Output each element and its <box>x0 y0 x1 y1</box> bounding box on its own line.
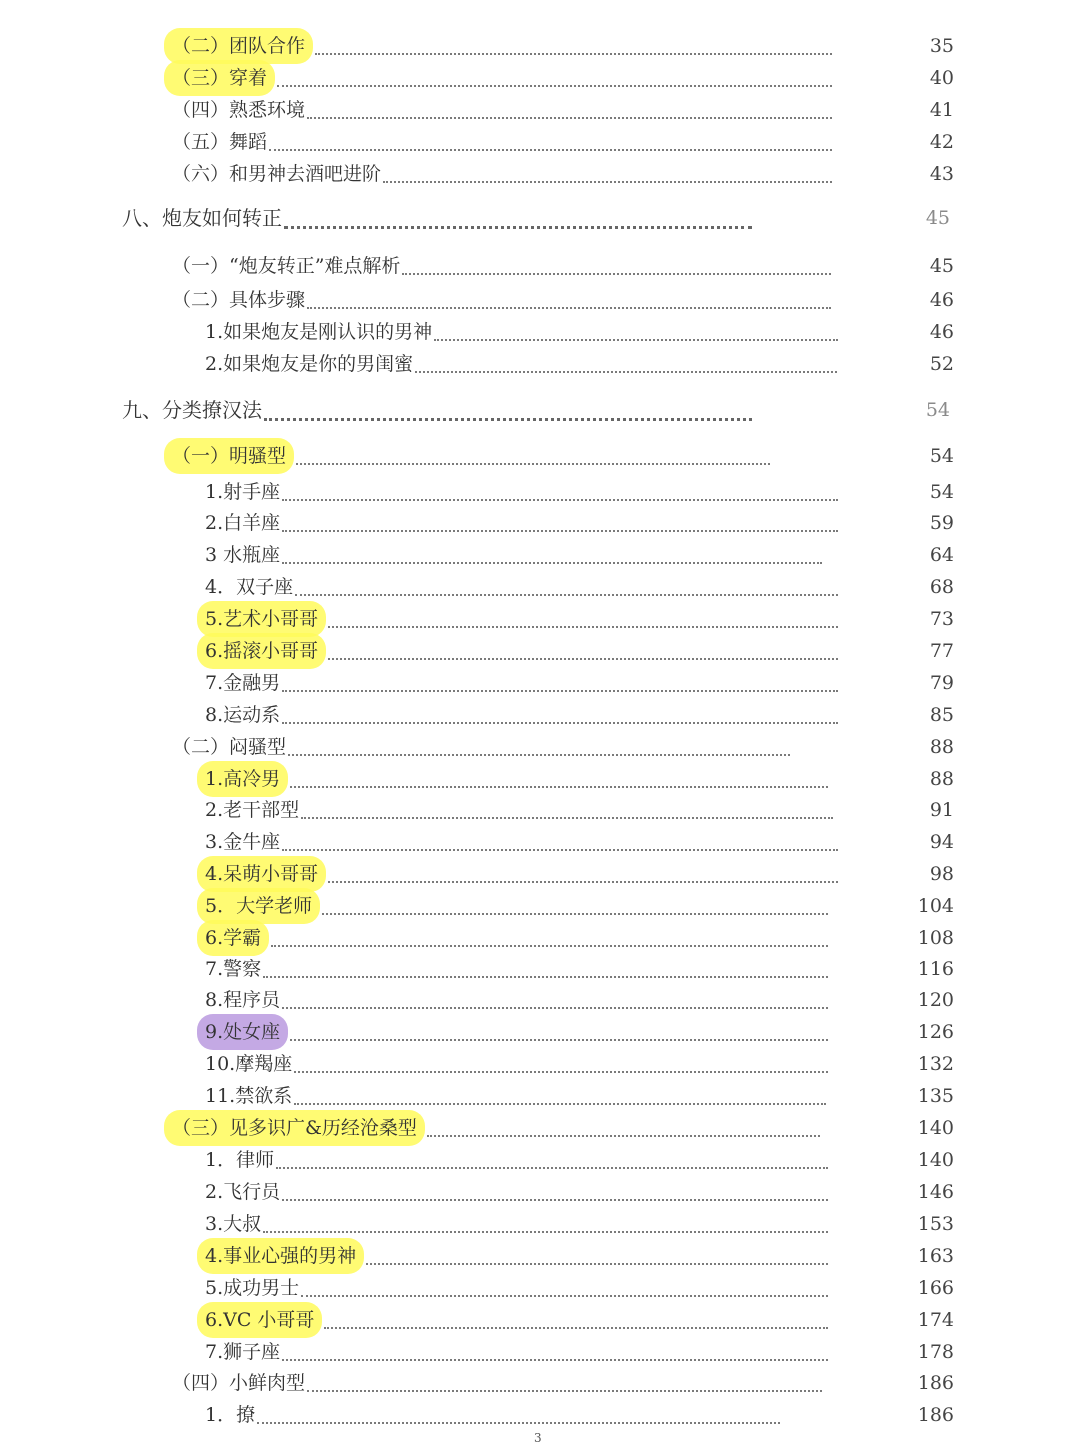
toc-entry-title: 9.处女座 <box>197 1014 288 1050</box>
toc-item <box>0 505 1080 541</box>
page-number: 3 <box>534 1431 542 1445</box>
toc-item <box>0 1270 1080 1306</box>
dot-leader <box>276 1167 828 1169</box>
toc-page-number: 46 <box>929 321 954 343</box>
toc-section <box>0 248 1080 284</box>
toc-item <box>0 856 1080 892</box>
dot-leader <box>301 1295 828 1297</box>
toc-entry-title: 6.摇滚小哥哥 <box>197 633 326 669</box>
dot-leader <box>282 499 838 501</box>
toc-entry-title: （五）舞蹈 <box>172 131 268 153</box>
toc-entry-title: 1．撩 <box>205 1404 256 1426</box>
toc-item <box>0 1238 1080 1274</box>
toc-page-number: 116 <box>917 958 954 980</box>
dot-leader <box>322 913 828 915</box>
toc-entry-title: 3.大叔 <box>205 1213 262 1235</box>
toc-entry-title: 3.金牛座 <box>205 831 281 853</box>
toc-page-number: 186 <box>917 1404 954 1426</box>
toc-entry-title: （四）小鲜肉型 <box>172 1372 306 1394</box>
toc-item <box>0 1206 1080 1242</box>
toc-item <box>0 1142 1080 1178</box>
toc-entry-title: （二）具体步骤 <box>172 289 306 311</box>
toc-entry-title: 7.警察 <box>205 958 262 980</box>
toc-item <box>0 1046 1080 1082</box>
toc-section <box>0 28 1080 64</box>
toc-page-number: 104 <box>917 895 954 917</box>
dot-leader <box>402 273 831 275</box>
toc-item <box>0 633 1080 669</box>
toc-section <box>0 729 1080 765</box>
toc-page-number: 120 <box>917 989 954 1011</box>
toc-page-number: 40 <box>929 67 954 89</box>
toc-entry-title: 8.运动系 <box>205 704 281 726</box>
toc-section <box>0 124 1080 160</box>
toc-entry-title: 4.事业心强的男神 <box>197 1238 364 1274</box>
toc-entry-title: （四）熟悉环境 <box>172 99 306 121</box>
toc-page-number: 64 <box>929 544 954 566</box>
toc-item <box>0 1397 1080 1433</box>
toc-entry-title: （一）“炮友转正”难点解析 <box>172 255 401 277</box>
toc-entry-title: 7.狮子座 <box>205 1341 281 1363</box>
toc-page-number: 54 <box>929 481 954 503</box>
toc-entry-title: 2.飞行员 <box>205 1181 281 1203</box>
toc-page-number: 126 <box>917 1021 954 1043</box>
dot-leader <box>324 1327 828 1329</box>
toc-section <box>0 282 1080 318</box>
dot-leader <box>366 1263 828 1265</box>
toc-page-number: 146 <box>917 1181 954 1203</box>
toc-entry-title: 11.禁欲系 <box>205 1085 293 1107</box>
toc-page-number: 54 <box>925 399 950 421</box>
toc-page-number: 186 <box>917 1372 954 1394</box>
toc-entry-title: （三）穿着 <box>164 60 275 96</box>
dot-leader <box>307 1390 822 1392</box>
dot-leader <box>290 1039 828 1041</box>
toc-entry-title: 5.艺术小哥哥 <box>197 601 326 637</box>
toc-item <box>0 888 1080 924</box>
toc-entry-title: 1.如果炮友是刚认识的男神 <box>205 321 433 343</box>
dot-leader <box>290 786 828 788</box>
toc-entry-title: 1.高冷男 <box>197 761 288 797</box>
dot-leader <box>282 1199 828 1201</box>
dot-leader <box>294 1103 826 1105</box>
toc-item <box>0 792 1080 828</box>
dot-leader <box>301 817 833 819</box>
toc-entry-title: 4．双子座 <box>205 576 294 598</box>
toc-item <box>0 697 1080 733</box>
toc-section <box>0 156 1080 192</box>
toc-entry-title: （二）团队合作 <box>164 28 313 64</box>
dot-leader <box>282 562 822 564</box>
toc-page-number: 79 <box>929 672 954 694</box>
toc-page-number: 108 <box>917 927 954 949</box>
toc-entry-title: 5.成功男士 <box>205 1277 300 1299</box>
toc-page-number: 88 <box>929 736 954 758</box>
toc-page-number: 166 <box>917 1277 954 1299</box>
toc-page-number: 52 <box>929 353 954 375</box>
toc-entry-title: 5．大学老师 <box>197 888 320 924</box>
dot-leader <box>263 976 828 978</box>
dot-leader <box>284 226 752 229</box>
toc-page-number: 88 <box>929 768 954 790</box>
dot-leader <box>434 339 838 341</box>
dot-leader <box>271 945 828 947</box>
toc-page-number: 140 <box>917 1149 954 1171</box>
toc-page-number: 54 <box>929 445 954 467</box>
toc-page-number: 91 <box>929 799 954 821</box>
dot-leader <box>315 53 832 55</box>
toc-page-number: 59 <box>929 512 954 534</box>
toc-section <box>0 92 1080 128</box>
toc-item <box>0 314 1080 350</box>
dot-leader <box>307 117 832 119</box>
toc-page-number: 153 <box>917 1213 954 1235</box>
toc-entry-title: 4.呆萌小哥哥 <box>197 856 326 892</box>
dot-leader <box>282 1359 828 1361</box>
toc-item <box>0 665 1080 701</box>
dot-leader <box>328 626 838 628</box>
toc-page-number: 43 <box>929 163 954 185</box>
dot-leader <box>328 881 838 883</box>
toc-section <box>0 60 1080 96</box>
toc-page-number: 41 <box>929 99 954 121</box>
toc-entry-title: 1．律师 <box>205 1149 275 1171</box>
toc-entry-title: 6.学霸 <box>197 920 269 956</box>
dot-leader <box>277 85 832 87</box>
toc-page-number: 68 <box>929 576 954 598</box>
dot-leader <box>295 594 838 596</box>
toc-entry-title: （二）闷骚型 <box>172 736 287 758</box>
toc-item <box>0 982 1080 1018</box>
toc-item <box>0 1014 1080 1050</box>
toc-page-number: 174 <box>917 1309 954 1331</box>
dot-leader <box>307 307 831 309</box>
toc-page-number: 45 <box>929 255 954 277</box>
toc-entry-title: 6.VC 小哥哥 <box>197 1302 322 1338</box>
dot-leader <box>282 849 838 851</box>
toc-item <box>0 601 1080 637</box>
toc-page-number: 94 <box>929 831 954 853</box>
toc-chapter <box>0 200 1080 236</box>
toc-entry-title: 八、炮友如何转正 <box>122 206 282 230</box>
dot-leader <box>282 690 838 692</box>
toc-entry-title: 8.程序员 <box>205 989 281 1011</box>
toc-page-number: 42 <box>929 131 954 153</box>
dot-leader <box>257 1422 780 1424</box>
toc-page-number: 140 <box>917 1117 954 1139</box>
toc-page-number: 163 <box>917 1245 954 1267</box>
toc-entry-title: 1.射手座 <box>205 481 281 503</box>
dot-leader <box>383 181 832 183</box>
toc-page-number: 77 <box>929 640 954 662</box>
toc-entry-title: 10.摩羯座 <box>205 1053 293 1075</box>
dot-leader <box>282 722 838 724</box>
toc-item <box>0 569 1080 605</box>
dot-leader <box>282 530 838 532</box>
toc-entry-title: 2.如果炮友是你的男闺蜜 <box>205 353 414 375</box>
toc-section <box>0 1365 1080 1401</box>
toc-chapter <box>0 392 1080 428</box>
dot-leader <box>264 418 752 421</box>
toc-entry-title: 九、分类撩汉法 <box>122 398 262 422</box>
toc-entry-title: 3 水瓶座 <box>205 544 281 566</box>
toc-item <box>0 346 1080 382</box>
toc-item <box>0 537 1080 573</box>
dot-leader <box>269 149 832 151</box>
toc-page-number: 178 <box>917 1341 954 1363</box>
dot-leader <box>282 1007 828 1009</box>
toc-page-number: 73 <box>929 608 954 630</box>
toc-entry-title: （一）明骚型 <box>164 438 294 474</box>
toc-entry-title: 2.白羊座 <box>205 512 281 534</box>
toc-page-number: 35 <box>929 35 954 57</box>
toc-entry-title: （三）见多识广&历经沧桑型 <box>164 1110 425 1146</box>
toc-item <box>0 1078 1080 1114</box>
toc-page-number: 132 <box>917 1053 954 1075</box>
toc-page-number: 85 <box>929 704 954 726</box>
toc-page-number: 46 <box>929 289 954 311</box>
toc-page-number: 135 <box>917 1085 954 1107</box>
toc-entry-title: （六）和男神去酒吧进阶 <box>172 163 382 185</box>
dot-leader <box>294 1071 828 1073</box>
dot-leader <box>427 1135 820 1137</box>
toc-item <box>0 824 1080 860</box>
dot-leader <box>296 463 770 465</box>
toc-item <box>0 1302 1080 1338</box>
dot-leader <box>288 754 790 756</box>
toc-entry-title: 7.金融男 <box>205 672 281 694</box>
toc-item <box>0 1174 1080 1210</box>
toc-page-number: 45 <box>925 207 950 229</box>
dot-leader <box>415 371 837 373</box>
toc-entry-title: 2.老干部型 <box>205 799 300 821</box>
dot-leader <box>328 658 838 660</box>
toc-section <box>0 438 1080 474</box>
toc-section <box>0 1110 1080 1146</box>
toc-page-number: 98 <box>929 863 954 885</box>
dot-leader <box>263 1231 828 1233</box>
